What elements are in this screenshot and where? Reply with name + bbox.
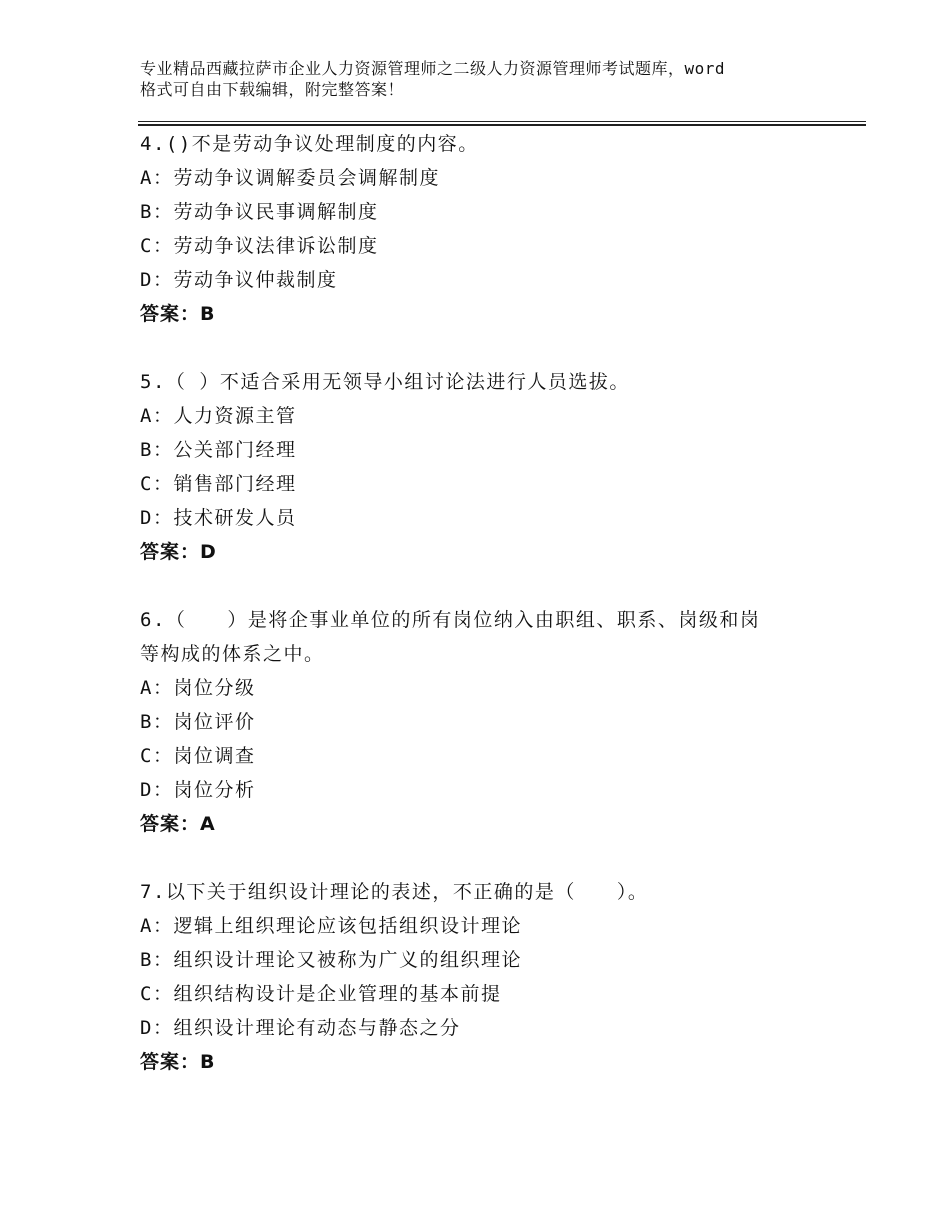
option-c: C：岗位调查	[140, 745, 256, 767]
header-line-1: 专业精品西藏拉萨市企业人力资源管理师之二级人力资源管理师考试题库，word	[140, 59, 726, 78]
answer-text: 答案：A	[140, 813, 216, 835]
option-c: C：销售部门经理	[140, 473, 297, 495]
question-stem: 4.()不是劳动争议处理制度的内容。	[140, 133, 479, 155]
option-b: B：组织设计理论又被称为广义的组织理论	[140, 949, 522, 971]
option-d: D：岗位分析	[140, 779, 256, 801]
question-block	[140, 603, 820, 841]
question-list	[140, 127, 820, 1079]
option-a: A：劳动争议调解委员会调解制度	[140, 167, 440, 189]
question-stem: 5.（ ）不适合采用无领导小组讨论法进行人员选拔。	[140, 371, 630, 393]
option-b: B：劳动争议民事调解制度	[140, 201, 379, 223]
option-d: D：劳动争议仲裁制度	[140, 269, 338, 291]
question-block	[140, 127, 820, 331]
option-d: D：技术研发人员	[140, 507, 297, 529]
question-stem-continued: 等构成的体系之中。	[140, 643, 325, 665]
answer-text: 答案：D	[140, 541, 217, 563]
answer-text: 答案：B	[140, 1051, 216, 1073]
option-a: A：岗位分级	[140, 677, 256, 699]
option-b: B：岗位评价	[140, 711, 256, 733]
question-block	[140, 875, 820, 1079]
option-c: C：劳动争议法律诉讼制度	[140, 235, 379, 257]
header-line-2: 格式可自由下载编辑，附完整答案！	[140, 80, 405, 99]
document-header	[140, 58, 820, 100]
question-stem: 7.以下关于组织设计理论的表述，不正确的是（ ）。	[140, 881, 649, 903]
option-b: B：公关部门经理	[140, 439, 297, 461]
option-d: D：组织设计理论有动态与静态之分	[140, 1017, 461, 1039]
answer-text: 答案：B	[140, 303, 216, 325]
option-a: A：人力资源主管	[140, 405, 297, 427]
option-a: A：逻辑上组织理论应该包括组织设计理论	[140, 915, 522, 937]
header-divider	[138, 121, 866, 126]
option-c: C：组织结构设计是企业管理的基本前提	[140, 983, 502, 1005]
question-block	[140, 365, 820, 569]
question-stem: 6.（ ）是将企事业单位的所有岗位纳入由职组、职系、岗级和岗	[140, 609, 761, 631]
